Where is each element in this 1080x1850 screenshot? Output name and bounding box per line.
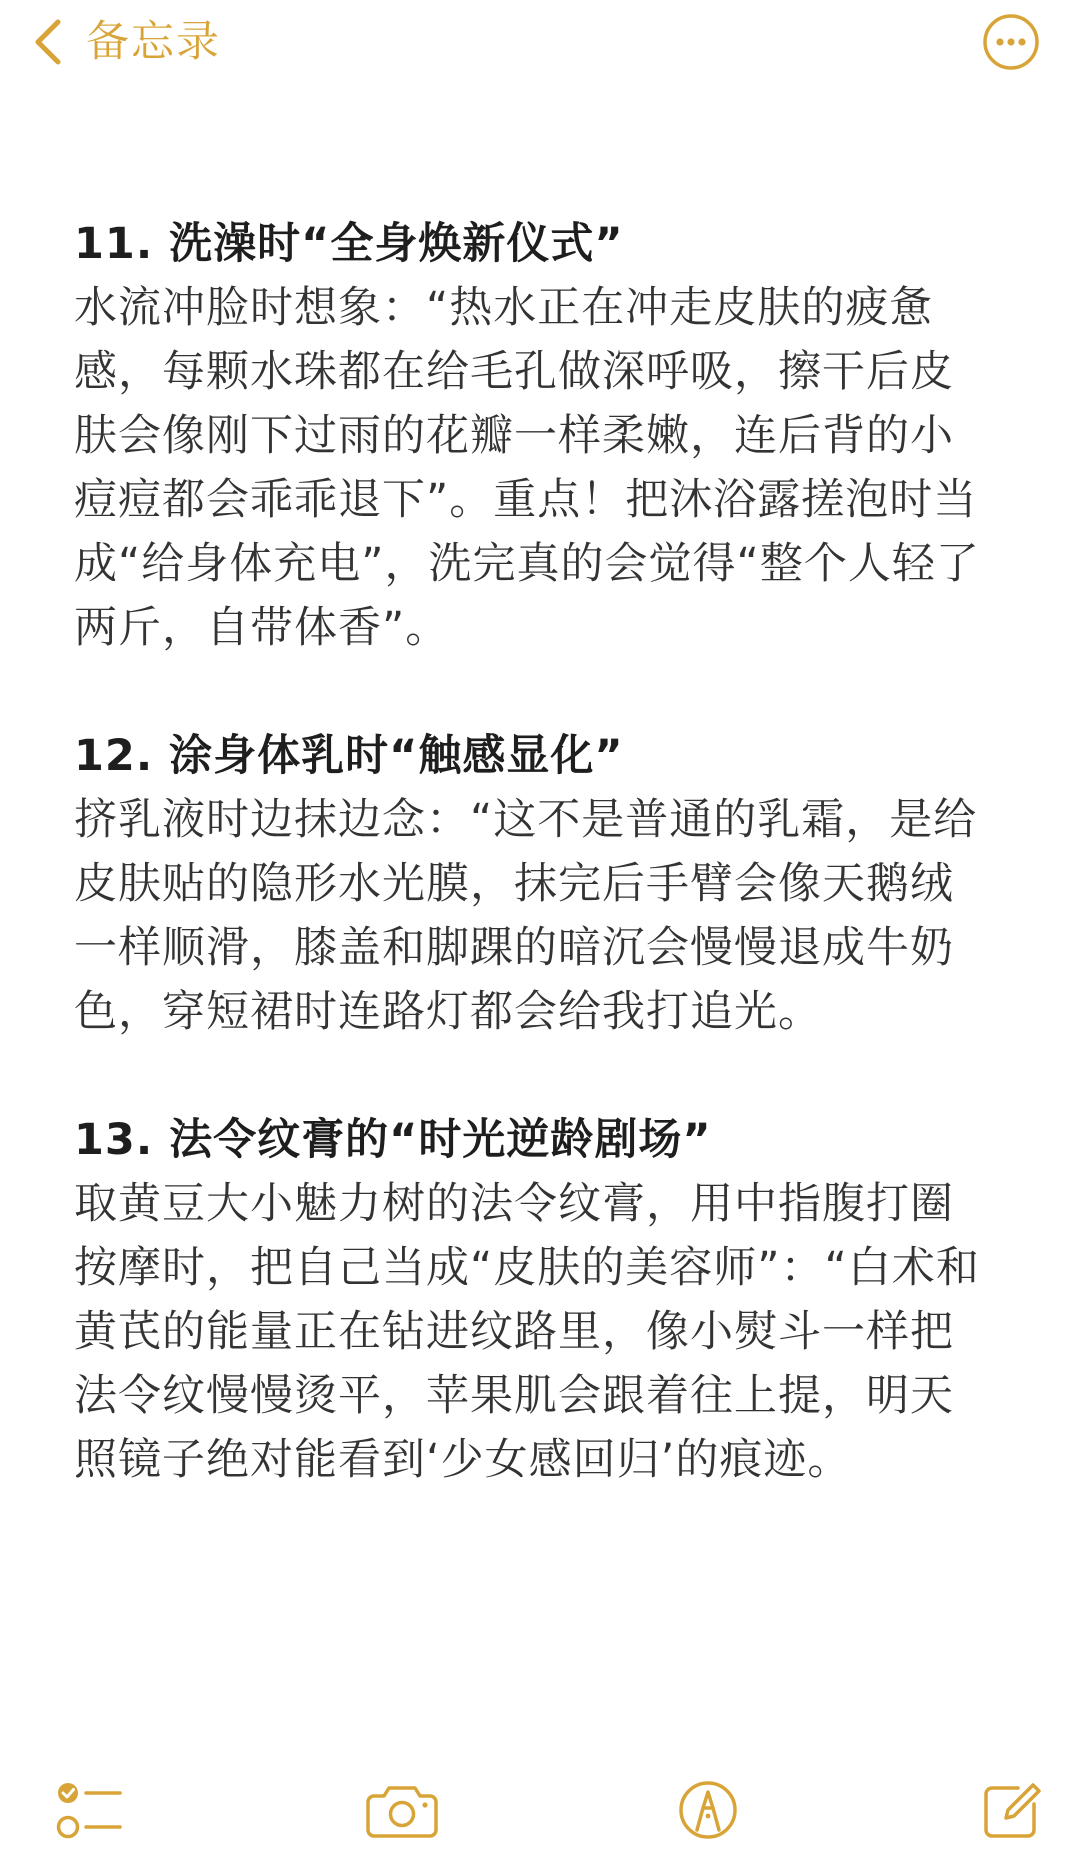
section-title: 11. 洗澡时“全身焕新仪式” (74, 219, 624, 269)
checklist-button[interactable] (54, 1778, 130, 1842)
ellipsis-circle-icon (982, 13, 1040, 71)
more-button[interactable] (982, 13, 1040, 71)
compose-icon (978, 1778, 1046, 1842)
note-section-11 (74, 212, 1054, 660)
note-line: 色，穿短裙时连路灯都会给我打追光。 (74, 987, 822, 1037)
note-editor[interactable] (74, 212, 1054, 1492)
note-section-13 (74, 1108, 1054, 1492)
note-line: 黄芪的能量正在钻进纹路里，像小熨斗一样把 (74, 1307, 954, 1357)
note-line: 法令纹慢慢烫平，苹果肌会跟着往上提，明天 (74, 1371, 954, 1421)
chevron-left-icon (32, 18, 64, 66)
note-line: 皮肤贴的隐形水光膜，抹完后手臂会像天鹅绒 (74, 859, 954, 909)
markup-icon (674, 1778, 742, 1842)
note-line: 肤会像刚下过雨的花瓣一样柔嫩，连后背的小 (74, 411, 954, 461)
note-section-12 (74, 724, 1054, 1044)
navigation-bar (0, 0, 1080, 90)
camera-icon (362, 1778, 442, 1842)
note-line: 按摩时，把自己当成“皮肤的美容师”：“白术和 (74, 1243, 980, 1293)
camera-button[interactable] (362, 1778, 442, 1842)
note-line: 两斤，自带体香”。 (74, 603, 450, 653)
section-title: 12. 涂身体乳时“触感显化” (74, 731, 624, 781)
bottom-toolbar (0, 1778, 1080, 1842)
note-line: 水流冲脸时想象：“热水正在冲走皮肤的疲惫 (74, 283, 934, 333)
note-line: 成“给身体充电”，洗完真的会觉得“整个人轻了 (74, 539, 980, 589)
section-title: 13. 法令纹膏的“时光逆龄剧场” (74, 1115, 712, 1165)
note-line: 照镜子绝对能看到‘少女感回归’的痕迹。 (74, 1435, 852, 1485)
compose-button[interactable] (978, 1778, 1046, 1842)
note-line: 取黄豆大小魅力树的法令纹膏，用中指腹打圈 (74, 1179, 954, 1229)
note-line: 挤乳液时边抹边念：“这不是普通的乳霜，是给 (74, 795, 978, 845)
note-line: 一样顺滑，膝盖和脚踝的暗沉会慢慢退成牛奶 (74, 923, 954, 973)
back-label: 备忘录 (86, 17, 221, 67)
note-line: 感，每颗水珠都在给毛孔做深呼吸，擦干后皮 (74, 347, 954, 397)
note-line: 痘痘都会乖乖退下”。重点！把沐浴露搓泡时当 (74, 475, 978, 525)
markup-button[interactable] (674, 1778, 742, 1842)
checklist-icon (54, 1778, 130, 1842)
back-button[interactable] (32, 10, 221, 74)
